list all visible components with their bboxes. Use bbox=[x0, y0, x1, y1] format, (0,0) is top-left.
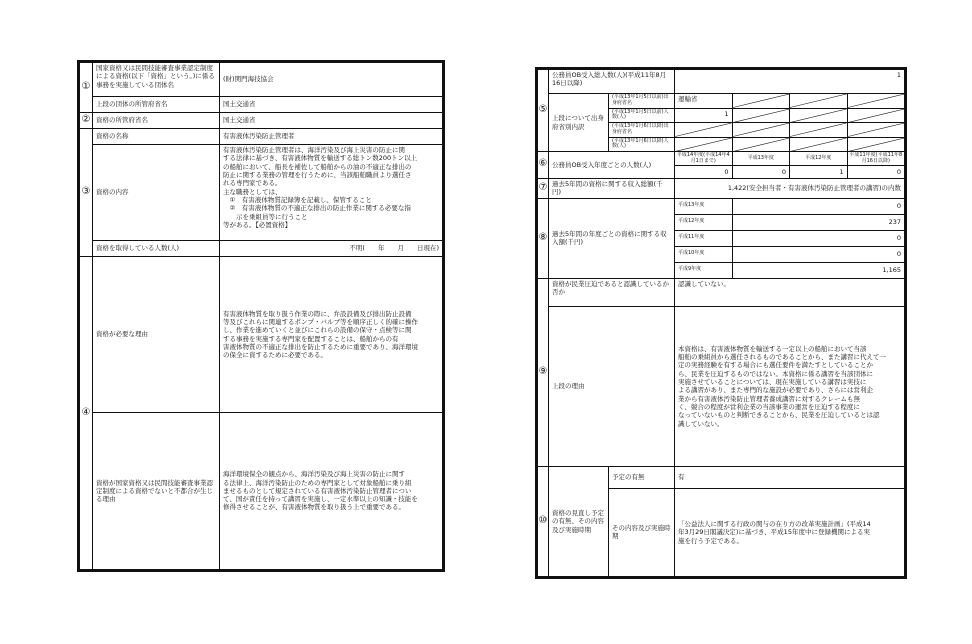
hatched-cell bbox=[790, 94, 848, 109]
hatched-cell bbox=[847, 123, 905, 138]
text-line: 有害液体汚染防止管理者は、海洋汚染及び海上災害の防止に関 bbox=[223, 146, 405, 154]
section-number: ④ bbox=[80, 257, 93, 570]
revenue-year: 平成10年度 bbox=[675, 246, 733, 262]
text-line: する法律に基づき、有害液体物質を輸送する総トン数200トン以上 bbox=[223, 154, 418, 163]
hatched-cell bbox=[732, 137, 790, 152]
year-header: 平成12年度 bbox=[790, 152, 848, 166]
holders-label: 資格を取得している人数(人) bbox=[93, 241, 220, 257]
text-line: れる専門家である。 bbox=[223, 179, 282, 188]
review-detail-text bbox=[675, 488, 905, 576]
year-value: 0 bbox=[732, 165, 790, 178]
ob-row-value: 運輸省 bbox=[675, 94, 733, 109]
hatched-cell bbox=[675, 123, 733, 138]
review-plan-label: 予定の有無 bbox=[609, 466, 675, 488]
text-line: ② 有害液体物質の不適正な排出の防止作業に関する必要な指 bbox=[223, 204, 411, 213]
section-number: ⑥ bbox=[538, 152, 549, 179]
text-line: 害液体物質の不適正な排出を防止するために重要であり、海洋環境 bbox=[223, 342, 418, 351]
qualification-content-text bbox=[220, 145, 443, 241]
text-line: 定の実務経験を有する場合にも選任要件を満たすとしていることか bbox=[678, 361, 873, 370]
ob-row-label: (平成13年1月5日以前)人数(人) bbox=[609, 108, 675, 123]
text-line: 等がある。【必置資格】 bbox=[223, 220, 292, 229]
jurisdiction-label: 資格の所管府省名 bbox=[93, 113, 220, 129]
section-number: ⑧ bbox=[538, 198, 549, 278]
hatched-cell bbox=[732, 123, 790, 138]
competition-reason-text bbox=[675, 306, 905, 466]
hatched-cell bbox=[847, 94, 905, 109]
text-line: し、作業を進めていくと並びにこれらの設備の保守・点検等に関 bbox=[223, 326, 412, 335]
text-line: 本資格は、有害液体物質を輸送する一定以上の船舶において当該 bbox=[678, 344, 867, 353]
ob-breakdown-label: 上段について出身府省別内訳 bbox=[549, 94, 609, 152]
year-header: 平成11年度(平成11年8月16日以降) bbox=[847, 152, 905, 166]
qualification-name-label: 資格の名称 bbox=[93, 129, 220, 145]
review-plan-value: 有 bbox=[675, 466, 905, 488]
text-line: の船舶において、船長を補佐して船舶からの油の不適正な排出の bbox=[223, 162, 412, 171]
text-line: て、国が責任を持って講習を実施し、一定水準以上の知識・技能を bbox=[223, 495, 418, 504]
competition-label: 資格が民業圧迫であると認識しているか否か bbox=[549, 278, 675, 306]
text-line: 主な職務としては、 bbox=[223, 187, 282, 196]
text-line: の保全に資するために必要である。 bbox=[223, 351, 327, 360]
revenue-value: 0 bbox=[732, 246, 905, 262]
year-value: 0 bbox=[847, 165, 905, 178]
jurisdiction-value: 国土交通省 bbox=[220, 113, 443, 129]
year-header: 平成14年度(平成14年4月1日まで) bbox=[675, 152, 733, 166]
ministry-label: 上段の団体の所管府省名 bbox=[93, 97, 220, 113]
text-line: 修得させることが、有害液体物質を取り扱う上で重要である。 bbox=[223, 503, 405, 512]
text-line: ら、民業を圧迫するものではない。本資格に係る講習を当該団体に bbox=[678, 369, 873, 378]
hatched-cell bbox=[732, 108, 790, 123]
revenue-yearly-label: 過去5年間の年度ごとの資格に関する収入額(千円) bbox=[549, 198, 675, 278]
section-number: ⑩ bbox=[538, 466, 549, 576]
competition-value: 認識していない。 bbox=[675, 278, 905, 306]
necessity-text bbox=[220, 257, 443, 413]
text-line: 有害液体物質を取り扱う作業の際に、弁設設備及び排出防止設備 bbox=[223, 309, 412, 318]
text-line: 年3月29日閣議決定)に基づき、平成15年度中に登録機関による実 bbox=[678, 528, 870, 537]
section-number: ② bbox=[80, 113, 93, 129]
text-line: よる講習があり、また専門的な施設が必要であり、さらには営利企 bbox=[678, 386, 873, 395]
revenue-value: 0 bbox=[732, 230, 905, 246]
revenue-value: 237 bbox=[732, 214, 905, 230]
revenue-total-label: 過去5年間の資格に関する収入総額(千円) bbox=[549, 178, 675, 198]
text-line: 施を行う予定である。 bbox=[678, 536, 743, 545]
revenue-value: 1,165 bbox=[732, 262, 905, 278]
text-line: 等及びこれらに関連するポンプ・バルブ等を順序正しく的確に操作 bbox=[223, 317, 418, 326]
section-number: ⑨ bbox=[538, 278, 549, 466]
section-number: ⑤ bbox=[538, 70, 549, 152]
revenue-total-value: 1,422(安全担当者・有害液体汚染防止管理者の講習)の内数 bbox=[675, 178, 905, 198]
qualification-name-value: 有害液体汚染防止管理者 bbox=[220, 129, 443, 145]
hatched-cell bbox=[675, 137, 733, 152]
right-form-page bbox=[535, 67, 907, 579]
hatched-cell bbox=[847, 108, 905, 123]
ob-total-label: 公務員OB受入総人数(人)(平成11年8月16日以降) bbox=[549, 70, 675, 94]
text-line: 示を乗組員等に行うこと bbox=[223, 212, 308, 221]
org-value: (財)関門海技協会 bbox=[220, 63, 443, 97]
review-detail-label: その内容及び実施時期 bbox=[609, 488, 675, 576]
revenue-year: 平成12年度 bbox=[675, 214, 733, 230]
revenue-year: 平成11年度 bbox=[675, 230, 733, 246]
revenue-year: 平成13年度 bbox=[675, 198, 733, 214]
text-line: ① 有害液体物質記録簿を記載し、保管すること bbox=[223, 195, 372, 204]
org-label: 国家資格又は民間技能審査事業認定制度による資格(以下「資格」という。)に係る事務を実施している団体名 bbox=[93, 63, 220, 97]
ob-total-value: 1 bbox=[675, 70, 905, 94]
hatched-cell bbox=[790, 123, 848, 138]
ob-yearly-label: 公務員OB受入年度ごとの人数(人) bbox=[549, 152, 675, 179]
text-line: く、競合の程度が営利企業の当該事業の運営を圧迫する程度に bbox=[678, 402, 860, 411]
section-number: ⑦ bbox=[538, 178, 549, 198]
national-qualification-label: 資格が国家資格又は民間技能審査事業認定制度による資格でないと不都合が生じる理由 bbox=[93, 413, 220, 570]
review-label: 資格の見直し予定の有無、その内容及び実施時期 bbox=[549, 466, 609, 576]
text-line: 船舶の乗組員から選任されるものであることから、また講習に代えて一 bbox=[678, 353, 886, 362]
text-line: 識していない。 bbox=[678, 419, 724, 428]
text-line: ませるものとして規定されている有害液体汚染防止管理者につい bbox=[223, 486, 412, 495]
ministry-value: 国土交通省 bbox=[220, 97, 443, 113]
hatched-cell bbox=[790, 108, 848, 123]
hatched-cell bbox=[732, 94, 790, 109]
ob-row-label: (平成13年1月6日以降)人数(人) bbox=[609, 137, 675, 152]
text-line: 防止に関する業務の管理を行うために、当該船舶職員より選任さ bbox=[223, 170, 412, 179]
text-line: る法律上、海洋汚染防止のための専門家として対象船舶に乗り組 bbox=[223, 478, 412, 487]
ob-row-value: 1 bbox=[675, 108, 733, 123]
ob-row-label: (平成13年1月6日以降)出身府省名 bbox=[609, 123, 675, 138]
section-number: ③ bbox=[80, 129, 93, 257]
text-line: 業から有害液体汚染防止管理者養成講習に対するクレームも無 bbox=[678, 394, 860, 403]
text-line: 海洋環境保全の観点から、海洋汚染及び海上災害の防止に関す bbox=[223, 470, 405, 479]
necessity-label: 資格が必要な理由 bbox=[93, 257, 220, 413]
year-value: 0 bbox=[675, 165, 733, 178]
year-header: 平成13年度 bbox=[732, 152, 790, 166]
holders-value: 不明( 年 月 日現在) bbox=[220, 241, 443, 257]
section-number: ① bbox=[80, 63, 93, 113]
revenue-year: 平成9年度 bbox=[675, 262, 733, 278]
ob-row-label: (平成13年1月5日以前)出身府省名 bbox=[609, 94, 675, 109]
qualification-content-label: 資格の内容 bbox=[93, 145, 220, 241]
text-line: する事務を実施する専門家を配置することは、船舶からの有 bbox=[223, 334, 399, 343]
hatched-cell bbox=[790, 137, 848, 152]
text-line: なっていないものと判断できることから、民業を圧迫しているとは認 bbox=[678, 411, 880, 420]
year-value: 1 bbox=[790, 165, 848, 178]
revenue-value: 0 bbox=[732, 198, 905, 214]
national-qualification-text bbox=[220, 413, 443, 570]
text-line: 実施させていることについては、現在実施している講習は実技に bbox=[678, 377, 867, 386]
left-form-page bbox=[77, 60, 445, 572]
competition-reason-label: 上段の理由 bbox=[549, 306, 675, 466]
hatched-cell bbox=[847, 137, 905, 152]
text-line: 「公益法人に関する行政の関与の在り方の改革実施計画」(平成14 bbox=[678, 519, 871, 528]
